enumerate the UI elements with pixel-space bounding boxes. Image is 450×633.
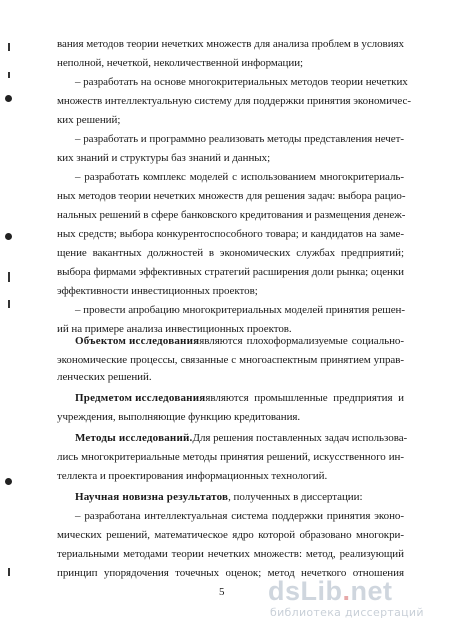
text-line: мических решений, математическое ядро которой образовано многокри- — [57, 529, 404, 541]
binder-hole-mark — [5, 95, 12, 102]
object-paragraph-line — [75, 334, 404, 348]
text-line: учреждения, выполняющие функцию кредитования. — [57, 411, 301, 423]
text-line: вания методов теории нечетких множеств для анализа проблем в условиях — [57, 38, 404, 50]
text-line: нальных решений в сфере банковского кредитования и размещения денеж- — [57, 209, 406, 221]
watermark-subtitle: библиотека диссертаций — [270, 606, 424, 619]
text-line: ленческих решений. — [57, 371, 152, 383]
text-line: экономические процессы, связанные с многоаспектным принятием управ- — [57, 354, 404, 366]
margin-tick-mark — [8, 72, 10, 78]
text-line: щение вакантных должностей в экономических службах предприятий; — [57, 247, 404, 259]
text-line: – разработать комплекс моделей с использованием многокритериаль- — [75, 171, 404, 183]
text-line: лись многокритериальные методы принятия решений, искусственного ин- — [57, 451, 404, 463]
binder-hole-mark — [5, 233, 12, 240]
text-line: ких знаний и структуры баз знаний и данных; — [57, 152, 271, 164]
page-number: 5 — [219, 586, 225, 598]
text-line: являются плохоформализуемые социально- — [199, 335, 404, 347]
novelty-paragraph-line — [75, 490, 362, 504]
text-line: ий на примере анализа инвестиционных проектов. — [57, 323, 292, 335]
methods-paragraph-line — [75, 431, 408, 445]
margin-tick-mark — [8, 568, 10, 576]
margin-tick-mark — [8, 272, 10, 282]
subject-paragraph-line — [75, 391, 404, 405]
methods-heading: Методы исследований. — [75, 432, 193, 444]
text-line: принцип упорядочения точечных оценок; метод нечеткого отношения — [57, 567, 404, 579]
text-line: – разработана интеллектуальная система поддержки принятия эконо- — [75, 510, 404, 522]
logo-main-text: dsLib — [268, 576, 343, 606]
text-line: териальными методами теории нечетких множеств: метод, реализующий — [57, 548, 404, 560]
margin-tick-mark — [8, 300, 10, 308]
text-line: – провести апробацию многокритериальных моделей принятия решен- — [75, 304, 405, 316]
binder-hole-mark — [5, 478, 12, 485]
text-line: ных средств; выбора конкурентоспособного товара; и кандидатов на заме- — [57, 228, 404, 240]
text-line: эффективности инвестиционных проектов; — [57, 285, 258, 297]
logo-tld-text: net — [350, 576, 393, 606]
text-line: являются промышленные предприятия и — [205, 392, 404, 404]
text-line: , полученных в диссертации: — [228, 491, 363, 503]
margin-tick-mark — [8, 43, 10, 51]
text-line: неполной, нечеткой, неколичественной информации; — [57, 57, 304, 69]
text-line: – разработать на основе многокритериальных методов теории нечетких — [75, 76, 408, 88]
dslib-watermark — [268, 576, 444, 624]
text-line: ных методов теории нечетких множеств для решения задач: выбора рацио- — [57, 190, 406, 202]
text-line: – разработать и программно реализовать методы представления нечет- — [75, 133, 404, 145]
text-line: ких решений; — [57, 114, 121, 126]
text-line: выбора фирмами эффективных стратегий расширения доли рынка; оценки — [57, 266, 404, 278]
object-heading: Объектом исследования — [75, 335, 200, 347]
dslib-logo — [268, 576, 393, 606]
novelty-heading: Научная новизна результатов — [75, 491, 229, 503]
logo-dot: . — [342, 576, 351, 606]
text-line: множеств интеллектуальную систему для поддержки принятия экономичес- — [57, 95, 411, 107]
text-line: Для решения поставленных задач использова- — [192, 432, 408, 444]
subject-heading: Предметом исследования — [75, 392, 206, 404]
text-line: теллекта и проектирования информационных технологий. — [57, 470, 328, 482]
